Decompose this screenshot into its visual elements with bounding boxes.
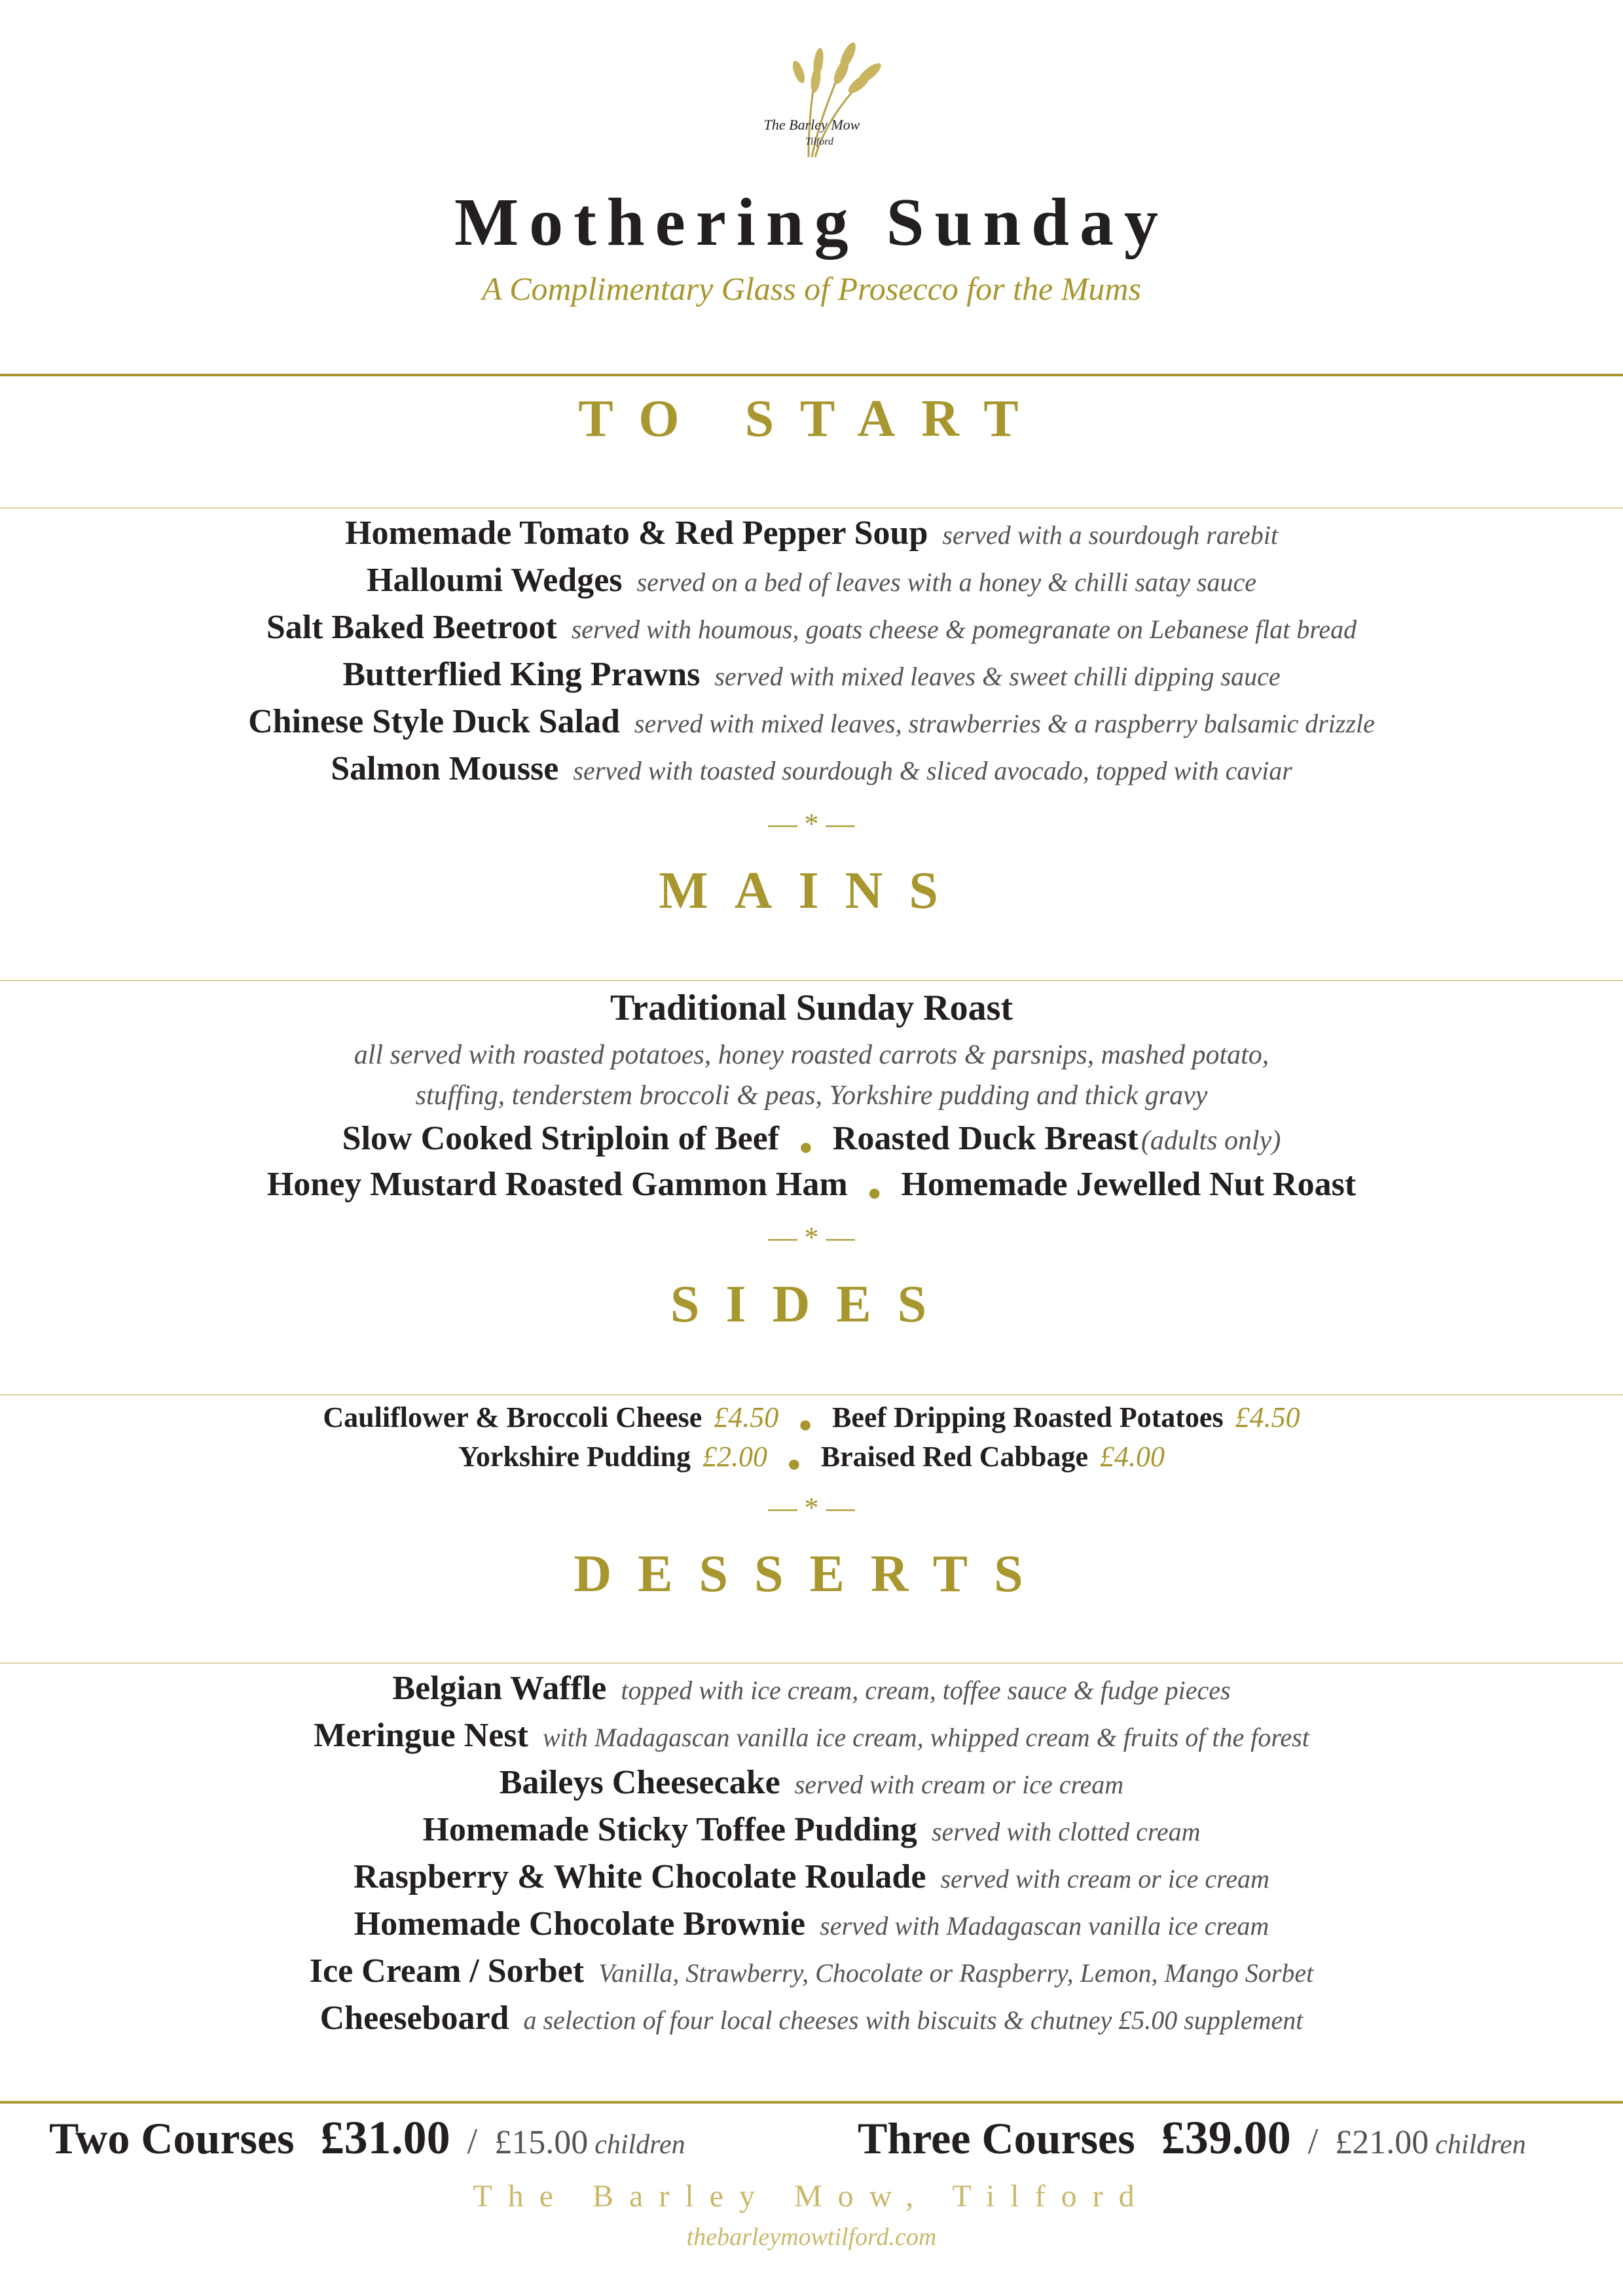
list-item <box>0 1905 1623 1943</box>
section-title-desserts: DESSERTS <box>574 1545 1049 1603</box>
side-name: Cauliflower & Broccoli Cheese <box>323 1401 702 1433</box>
dish-desc: served with mixed leaves, strawberries & a raspberry balsamic drizzle <box>634 709 1375 738</box>
roast-desc-1 <box>0 1039 1623 1071</box>
dish-desc: served with a sourdough rarebit <box>942 520 1278 550</box>
bullet-icon: ● <box>799 1134 813 1160</box>
list-item <box>0 1716 1623 1755</box>
course-label: Three Courses <box>858 2113 1135 2163</box>
list-item <box>0 749 1623 788</box>
side-price: £2.00 <box>702 1441 767 1473</box>
dish-desc: served with cream or ice cream <box>940 1864 1269 1893</box>
dish-name: Raspberry & White Chocolate Roulade <box>354 1858 926 1895</box>
list-item <box>0 1952 1623 1990</box>
list-item <box>0 1119 1623 1160</box>
dish-desc: served with cream or ice cream <box>794 1770 1124 1799</box>
dish-name: Cheeseboard <box>319 2000 509 2037</box>
separator: — * — <box>768 1221 855 1253</box>
footer-url[interactable]: thebarleymowtilford.com <box>686 2223 937 2251</box>
logo-name: The Barley Mow <box>763 117 860 133</box>
roast-title: Traditional Sunday Roast <box>610 988 1013 1028</box>
section-rule-sides <box>0 1394 1623 1395</box>
child-price: £15.00 <box>494 2124 589 2161</box>
header-rule <box>0 374 1623 376</box>
price-slash: / <box>467 2121 478 2162</box>
list-item <box>0 655 1623 694</box>
roast-desc-2 <box>0 1080 1623 1111</box>
footer-venue-name: The Barley Mow, Tilford <box>473 2179 1150 2214</box>
dish-desc: served with clotted cream <box>931 1817 1201 1846</box>
dish-desc: served on a bed of leaves with a honey & chilli satay sauce <box>636 567 1256 597</box>
price-slash: / <box>1307 2121 1319 2162</box>
dish-name: Homemade Chocolate Brownie <box>354 1905 806 1943</box>
dish-desc: served with toasted sourdough & sliced avocado, topped with caviar <box>573 756 1292 785</box>
dish-name: Homemade Tomato & Red Pepper Soup <box>345 514 928 552</box>
dish-desc: Vanilla, Strawberry, Chocolate or Raspberry, Lemon, Mango Sorbet <box>598 1958 1314 1988</box>
child-word: children <box>1435 2130 1526 2160</box>
section-rule-mains <box>0 980 1623 981</box>
list-item <box>0 987 1623 1029</box>
list-item <box>0 1165 1623 1206</box>
dish-name: Homemade Jewelled Nut Roast <box>901 1166 1357 1203</box>
dish-name: Halloumi Wedges <box>367 562 623 599</box>
separator: — * — <box>768 1492 855 1524</box>
page-subtitle: A Complimentary Glass of Prosecco for the Mums <box>482 270 1141 307</box>
dish-name: Baileys Cheesecake <box>499 1764 780 1801</box>
side-price: £4.50 <box>714 1401 779 1433</box>
page-title: Mothering Sunday <box>454 185 1169 260</box>
list-item <box>0 1401 1623 1438</box>
list-item <box>0 1669 1623 1708</box>
dish-name: Ice Cream / Sorbet <box>309 1952 585 1990</box>
dish-desc: with Madagascan vanilla ice cream, whipped cream & fruits of the forest <box>542 1723 1309 1752</box>
footer-rule <box>0 2101 1623 2104</box>
dish-name: Belgian Waffle <box>392 1670 607 1707</box>
side-name: Beef Dripping Roasted Potatoes <box>831 1401 1224 1433</box>
section-title-sides: SIDES <box>670 1276 953 1333</box>
dish-desc: served with mixed leaves & sweet chilli dipping sauce <box>714 662 1281 691</box>
child-word: children <box>594 2130 685 2160</box>
logo-sub: Tilford <box>805 136 833 147</box>
list-item <box>0 1763 1623 1802</box>
course-price: £39.00 <box>1161 2111 1291 2164</box>
dish-name: Salmon Mousse <box>331 750 559 787</box>
bullet-icon: ● <box>786 1450 801 1477</box>
section-title-start: TO START <box>578 390 1045 448</box>
three-courses-price <box>858 2111 1526 2165</box>
list-item <box>0 561 1623 600</box>
dish-name: Salt Baked Beetroot <box>266 609 557 646</box>
dish-name: Meringue Nest <box>314 1717 528 1754</box>
dish-desc: a selection of four local cheeses with biscuits & chutney £5.00 supplement <box>523 2005 1304 2035</box>
dish-name: Chinese Style Duck Salad <box>248 703 620 740</box>
bullet-icon: ● <box>867 1179 882 1206</box>
dish-name: Honey Mustard Roasted Gammon Ham <box>266 1166 848 1203</box>
dish-note: (adults only) <box>1140 1126 1281 1156</box>
side-name: Yorkshire Pudding <box>458 1441 691 1473</box>
side-name: Braised Red Cabbage <box>820 1441 1088 1473</box>
section-rule-start <box>0 507 1623 509</box>
list-item <box>0 1440 1623 1477</box>
side-price: £4.00 <box>1099 1441 1165 1473</box>
list-item <box>0 514 1623 552</box>
dish-desc: served with houmous, goats cheese & pomegranate on Lebanese flat bread <box>571 615 1357 644</box>
list-item <box>0 1999 1623 2037</box>
child-price: £21.00 <box>1335 2124 1429 2161</box>
course-price: £31.00 <box>320 2111 450 2164</box>
list-item <box>0 702 1623 741</box>
list-item <box>0 1810 1623 1849</box>
dish-name: Slow Cooked Striploin of Beef <box>342 1120 780 1157</box>
dish-name: Roasted Duck Breast <box>832 1120 1139 1157</box>
dish-name: Butterflied King Prawns <box>342 656 701 693</box>
roast-desc-text: all served with roasted potatoes, honey roasted carrots & parsnips, mashed potato, <box>354 1040 1269 1070</box>
course-label: Two Courses <box>49 2113 295 2163</box>
bullet-icon: ● <box>798 1411 812 1438</box>
list-item <box>0 1857 1623 1896</box>
separator: — * — <box>768 808 855 840</box>
section-title-mains: MAINS <box>659 862 964 920</box>
list-item <box>0 608 1623 647</box>
dish-desc: topped with ice cream, cream, toffee sauce & fudge pieces <box>621 1676 1231 1705</box>
section-rule-desserts <box>0 1662 1623 1664</box>
barley-logo-icon <box>720 26 903 170</box>
dish-name: Homemade Sticky Toffee Pudding <box>422 1811 917 1848</box>
two-courses-price <box>49 2111 685 2165</box>
roast-desc-text: stuffing, tenderstem broccoli & peas, Yorkshire pudding and thick gravy <box>415 1081 1208 1111</box>
side-price: £4.50 <box>1235 1401 1300 1433</box>
dish-desc: served with Madagascan vanilla ice cream <box>820 1911 1269 1941</box>
